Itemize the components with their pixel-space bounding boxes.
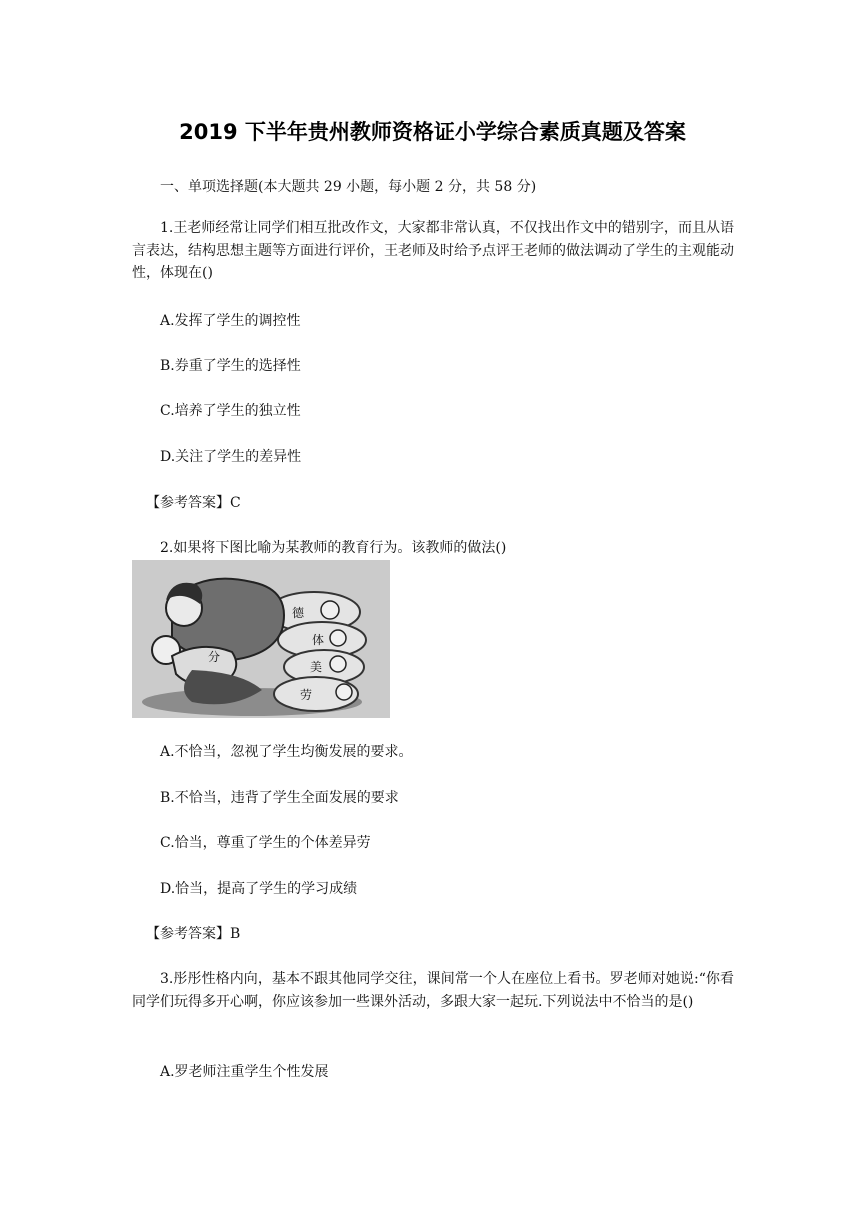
teacher-illustration [132,560,390,718]
question-2-figure [132,560,390,718]
question-1-option-b: B.券重了学生的选择性 [160,358,301,374]
question-1-option-a: A.发挥了学生的调控性 [160,313,301,329]
question-2-option-d: D.恰当，提高了学生的学习成绩 [160,881,358,897]
question-1-option-c: C.培养了学生的独立性 [160,403,301,419]
question-1-option-d: D.关注了学生的差异性 [160,449,302,465]
page-title: 2019 下半年贵州教师资格证小学综合素质真题及答案 [179,120,686,144]
question-2-option-b: B.不恰当，违背了学生全面发展的要求 [160,790,399,806]
figure-label-fen: 分 [208,650,221,664]
question-2-option-a: A.不恰当，忽视了学生均衡发展的要求。 [160,744,413,760]
figure-label-ti: 体 [312,633,325,647]
section-heading: 一、单项选择题(本大题共 29 小题，每小题 2 分，共 58 分) [160,179,537,195]
figure-label-lao: 劳 [300,688,313,702]
question-3-stem: 3.彤彤性格内向，基本不跟其他同学交往，课间常一个人在座位上看书。罗老师对她说:“你看同学们玩得多开心啊，你应该参加一些课外活动，多跟大家一起玩.下列说法中不恰当的是() [132,971,734,1010]
question-2-answer: 【参考答案】B [146,926,241,942]
question-2-stem: 2.如果将下图比喻为某教师的教育行为。该教师的做法() [160,540,507,556]
figure-label-de: 德 [292,606,305,620]
question-1-stem: 1.王老师经常让同学们相互批改作文，大家都非常认真，不仅找出作文中的错别字，而且从语言表达，结构思想主题等方面进行评价，王老师及时给予点评王老师的做法调动了学生的主观能动性，体现在() [132,220,734,281]
figure-label-mei: 美 [310,660,323,674]
question-3-option-a: A.罗老师注重学生个性发展 [160,1064,329,1080]
question-2-option-c: C.恰当，尊重了学生的个体差异劳 [160,835,371,851]
question-1-answer: 【参考答案】C [146,495,241,511]
